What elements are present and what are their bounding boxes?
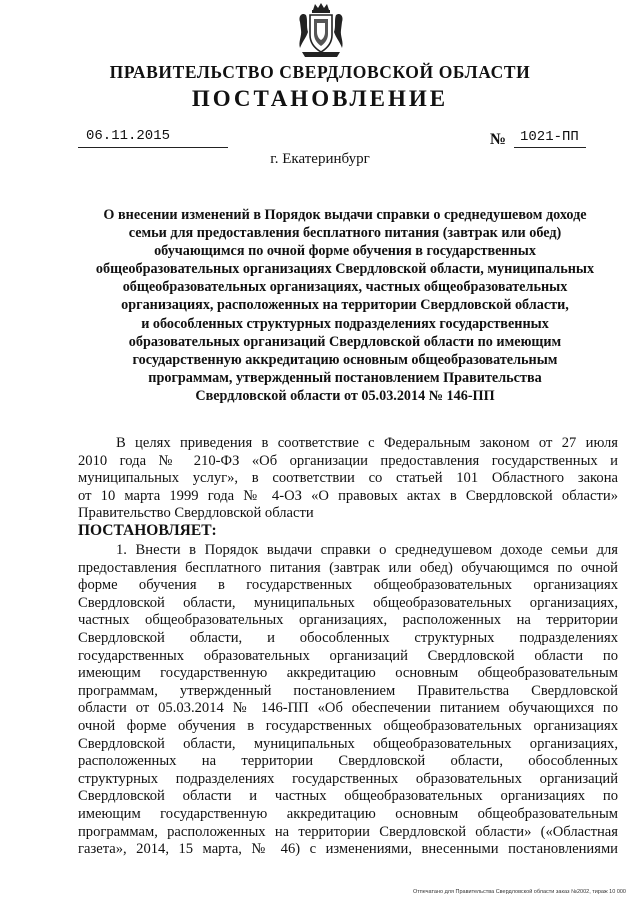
- paragraph-line: В целях приведения в соответствие с Федеральным законом от 27 июля: [116, 435, 618, 451]
- document-title: [72, 206, 618, 405]
- paragraph-line: расположенных на территории Свердловской области, обособленных: [78, 753, 618, 770]
- title-line: образовательных организаций Свердловской области по имеющим: [128, 333, 562, 350]
- paragraph-line: форме обучения в государственных общеобразовательных организациях: [78, 577, 618, 594]
- paragraph-line: 1. Внести в Порядок выдачи справки о среднедушевом доходе семьи для: [116, 542, 618, 558]
- paragraph-line: газета», 2014, 15 марта, № 46) с изменениями, внесенными постановлениями: [78, 841, 618, 858]
- title-line: семьи для предоставления бесплатного питания (завтрак или обед): [128, 225, 562, 242]
- paragraph-line: государственных образовательных организаций Свердловской области по: [78, 647, 618, 664]
- title-line: общеобразовательных организациях Свердловской области, муниципальных: [95, 261, 595, 278]
- paragraph-line: Свердловской области и частных общеобразовательных организациях по: [78, 788, 618, 805]
- coat-of-arms-icon: [296, 2, 346, 58]
- paragraph-line: структурных подразделениях государственных образовательных организаций: [78, 770, 618, 787]
- title-line: организациях, расположенных на территории Свердловской области,: [121, 297, 569, 314]
- government-name: ПРАВИТЕЛЬСТВО СВЕРДЛОВСКОЙ ОБЛАСТИ: [109, 62, 531, 82]
- paragraph-line: имеющим государственную аккредитацию основным общеобразовательным: [78, 665, 618, 682]
- paragraph-line: Правительство Свердловской области: [78, 505, 314, 522]
- number-sign: №: [490, 131, 507, 148]
- title-line: программам, утвержденный постановлением Правительства: [148, 369, 542, 386]
- title-line: и обособленных структурных подразделениях государственных: [141, 315, 549, 332]
- paragraph-line: очной форме обучения в государственных общеобразовательных организациях: [78, 717, 618, 734]
- paragraph-line: имеющим государственную аккредитацию основным общеобразовательным: [78, 805, 618, 822]
- title-line: общеобразовательных организациях, частных общеобразовательных: [122, 279, 568, 296]
- title-line: Свердловской области от 05.03.2014 № 146-ПП: [195, 387, 495, 404]
- document-number: 1021-ПП: [520, 129, 579, 145]
- document-date: 06.11.2015: [86, 128, 171, 144]
- paragraph-line: области от 05.03.2014 № 146-ПП «Об обеспечении питанием обучающихся по: [78, 700, 618, 717]
- paragraph-line: от 10 марта 1999 года № 4-ОЗ «О правовых актах в Свердловской области»: [78, 487, 618, 504]
- city: г. Екатеринбург: [270, 151, 370, 167]
- title-line: обучающимся по очной форме обучения в государственных: [154, 243, 536, 260]
- paragraph-line: предоставления бесплатного питания (завтрак или обед) обучающимся по очной: [78, 559, 618, 576]
- title-line: О внесении изменений в Порядок выдачи справки о среднедушевом доходе: [103, 207, 587, 223]
- paragraph-line: программам, расположенных на территории Свердловской области» («Областная: [78, 823, 618, 840]
- paragraph-line: 2010 года № 210-ФЗ «Об организации предоставления государственных и: [78, 452, 618, 469]
- paragraph-line: Свердловской области, муниципальных общеобразовательных организациях,: [78, 735, 618, 752]
- item-1-paragraph: [78, 542, 618, 859]
- title-line: государственную аккредитацию основным общеобразовательным: [132, 351, 558, 368]
- paragraph-line: муниципальных услуг», в соответствии со статьей 101 Областного закона: [78, 470, 618, 487]
- intro-paragraph: [78, 435, 618, 523]
- paragraph-line: программам, утвержденный постановлением Правительства Свердловской: [78, 682, 618, 699]
- paragraph-line: частных общеобразовательных организациях, расположенных на территории: [78, 612, 618, 629]
- document-type: ПОСТАНОВЛЕНИЕ: [191, 86, 449, 111]
- paragraph-line: Свердловской области, муниципальных общеобразовательных организациях,: [78, 594, 618, 611]
- resolve-heading: ПОСТАНОВЛЯЕТ:: [78, 522, 217, 539]
- date-underline: [78, 147, 228, 148]
- paragraph-line: Свердловской области, и обособленных структурных подразделениях: [78, 629, 618, 646]
- number-underline: [514, 147, 586, 148]
- print-footer-note: Отпечатано для Правительства Свердловской области заказ №2002, тираж 10 000: [413, 889, 626, 895]
